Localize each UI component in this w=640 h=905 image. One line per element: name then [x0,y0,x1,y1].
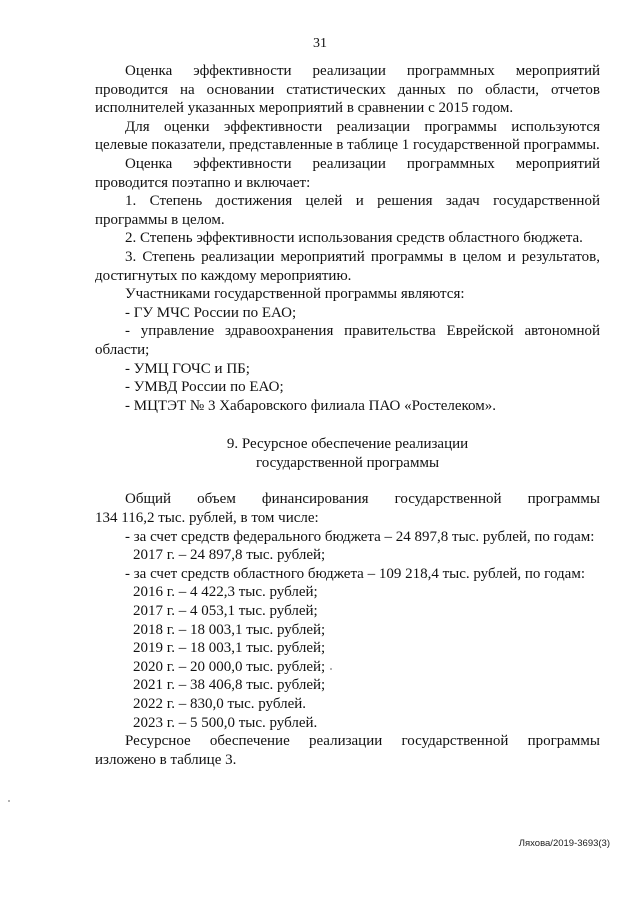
participant-item: - УМЦ ГОЧС и ПБ; [125,360,250,377]
participant-item: - УМВД России по ЕАО; [125,379,284,396]
funding-total-line1: Общий объем финансирования государственной программы [125,491,600,508]
paragraph-indicators: Для оценки эффективности реализации программы используются целевые показатели, представленные в таблице 1 государственной программы. [95,118,600,154]
section-title-line1: 9. Ресурсное обеспечение реализации [226,436,469,453]
funding-year-line: 2017 г. – 4 053,1 тыс. рублей; [133,603,318,620]
funding-year-line: 2022 г. – 830,0 тыс. рублей. [133,696,307,712]
list-item-degree-goals: 1. Степень достижения целей и решения задач государственной программы в целом. [95,193,600,228]
funding-year-line: 2018 г. – 18 003,1 тыс. рублей; [133,621,326,638]
funding-total-rest: 134 116,2 тыс. рублей, в том числе: [95,510,319,527]
list-item-degree-measures: 3. Степень реализации мероприятий программы в целом и результатов, достигнутых по каждому мероприятию. [95,248,600,284]
paragraph-stages-rest: проводится поэтапно и включает: [95,174,311,191]
paragraph-evaluation-rest: проводится на основании статистических данных по области, отчетов исполнителей указанных мероприятий в сравнении с 2015 годом. [95,81,600,117]
funding-regional: - за счет средств областного бюджета – 109 218,4 тыс. рублей, по годам: [125,565,585,582]
funding-closing: Ресурсное обеспечение реализации государственной программы изложено в таблице 3. [95,733,600,768]
funding-year-line: 2017 г. – 24 897,8 тыс. рублей; [133,547,326,564]
page-number: 31 [313,36,327,51]
document-body [95,62,600,769]
section-title-line2: государственной программы [255,454,440,471]
participants-intro: Участниками государственной программы являются: [125,286,465,303]
funding-year-line: 2021 г. – 38 406,8 тыс. рублей; [133,677,326,694]
section-heading [95,435,600,472]
list-item-degree-budget: 2. Степень эффективности использования средств областного бюджета. [125,230,583,247]
paragraph-stages-line1: Оценка эффективности реализации программных мероприятий [125,155,600,172]
funding-year-line: 2019 г. – 18 003,1 тыс. рублей; [133,640,326,657]
funding-year-line: 2023 г. – 5 500,0 тыс. рублей. [133,714,318,731]
participant-item: - ГУ МЧС России по ЕАО; [125,304,297,321]
paragraph-evaluation-line1: Оценка эффективности реализации программных мероприятий [125,63,600,79]
scan-speck [8,800,10,802]
funding-year-line: 2020 г. – 20 000,0 тыс. рублей; [133,658,326,675]
funding-federal: - за счет средств федерального бюджета – 24 897,8 тыс. рублей, по годам: [125,528,595,545]
funding-year-line: 2016 г. – 4 422,3 тыс. рублей; [133,584,318,601]
scan-speck [330,668,332,670]
footer-document-code: Ляхова/2019-3693(3) [518,838,610,849]
participant-item: - МЦТЭТ № 3 Хабаровского филиала ПАО «Ростелеком». [125,397,496,414]
participant-item: - управление здравоохранения правительства Еврейской автономной области; [95,323,600,358]
